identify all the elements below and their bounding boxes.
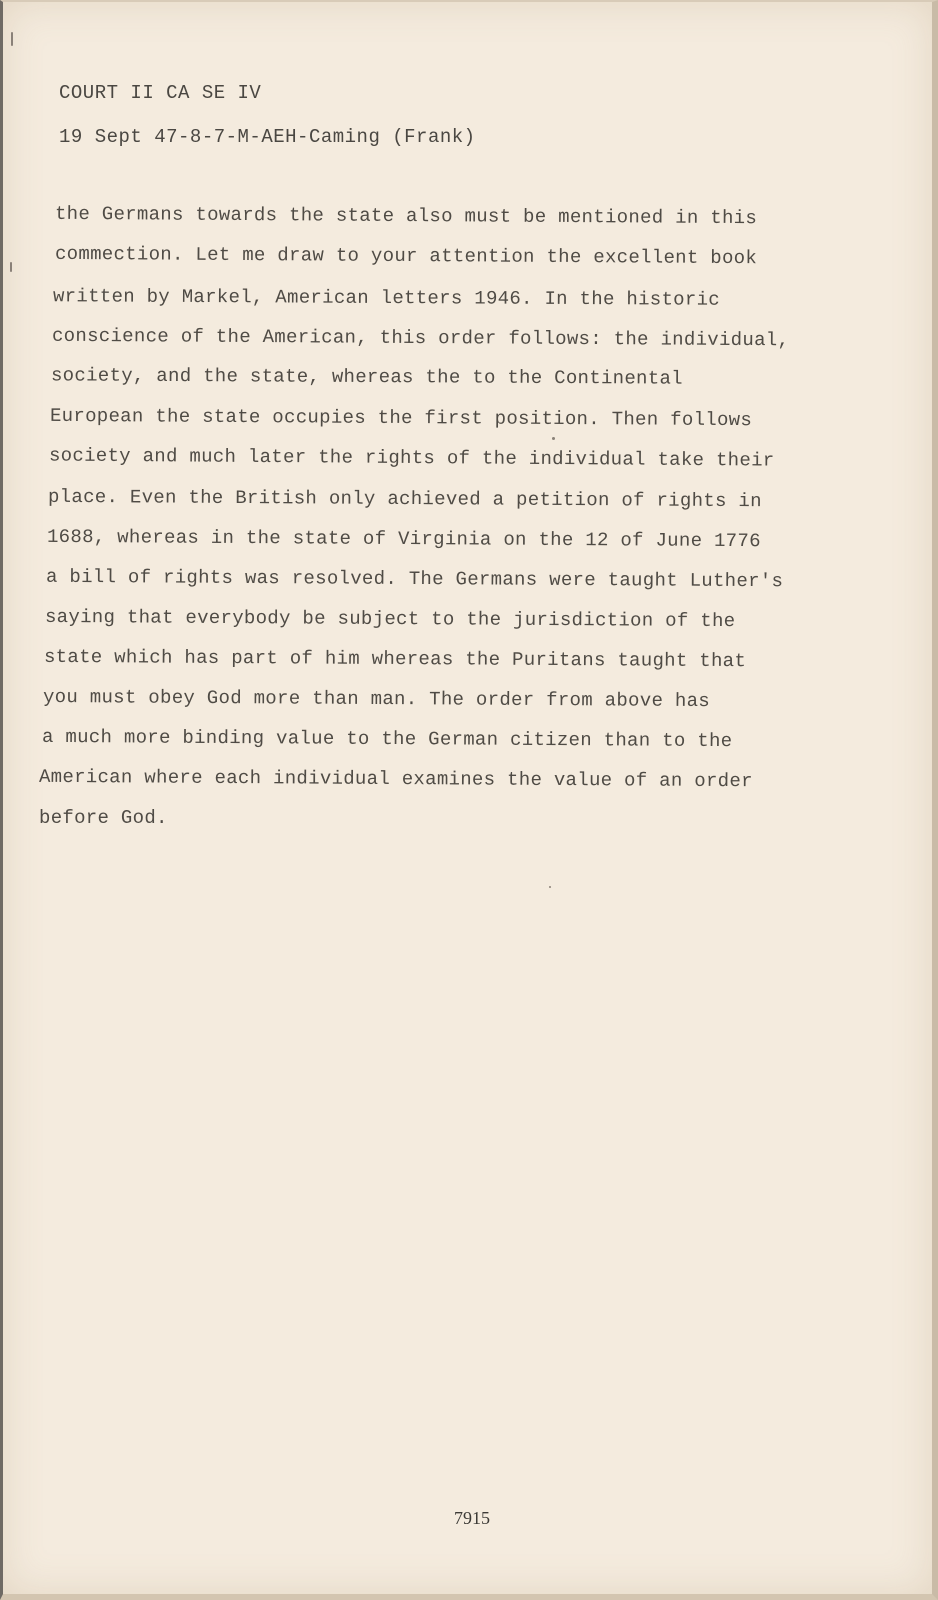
court-case-header: COURT II CA SE IV bbox=[59, 82, 262, 104]
edge-mark bbox=[10, 262, 12, 272]
transcript-line: American where each individual examines the value of an order bbox=[38, 765, 753, 793]
transcript-line: a bill of rights was resolved. The Germans were taught Luther's bbox=[45, 565, 784, 593]
edge-mark bbox=[11, 32, 13, 46]
session-reference: 19 Sept 47-8-7-M-AEH-Caming (Frank) bbox=[59, 126, 476, 148]
paper-speck bbox=[552, 437, 555, 440]
transcript-line: conscience of the American, this order follows: the individual, bbox=[51, 324, 790, 352]
transcript-line: saying that everybody be subject to the jurisdiction of the bbox=[44, 605, 736, 633]
paper-speck bbox=[549, 886, 551, 888]
transcript-line: society and much later the rights of the individual take their bbox=[48, 444, 775, 472]
transcript-line: the Germans towards the state also must be mentioned in this bbox=[54, 202, 758, 230]
page-number: 7915 bbox=[454, 1508, 490, 1528]
transcript-line: written by Markel, American letters 1946. In the historic bbox=[52, 285, 721, 311]
transcript-line: society, and the state, whereas the to the Continental bbox=[50, 364, 683, 390]
transcript-body bbox=[3, 2, 938, 902]
transcript-line: before God. bbox=[39, 807, 168, 829]
transcript-line: a much more binding value to the German citizen than to the bbox=[41, 725, 733, 753]
transcript-line: state which has part of him whereas the Puritans taught that bbox=[43, 645, 747, 673]
transcript-line: commection. Let me draw to your attention the excellent book bbox=[54, 242, 758, 270]
transcript-line: 1688, whereas in the state of Virginia on the 12 of June 1776 bbox=[46, 525, 761, 553]
transcript-line: European the state occupies the first position. Then follows bbox=[49, 404, 753, 432]
transcript-line: you must obey God more than man. The order from above has bbox=[42, 685, 711, 713]
transcript-line: place. Even the British only achieved a petition of rights in bbox=[47, 485, 762, 513]
